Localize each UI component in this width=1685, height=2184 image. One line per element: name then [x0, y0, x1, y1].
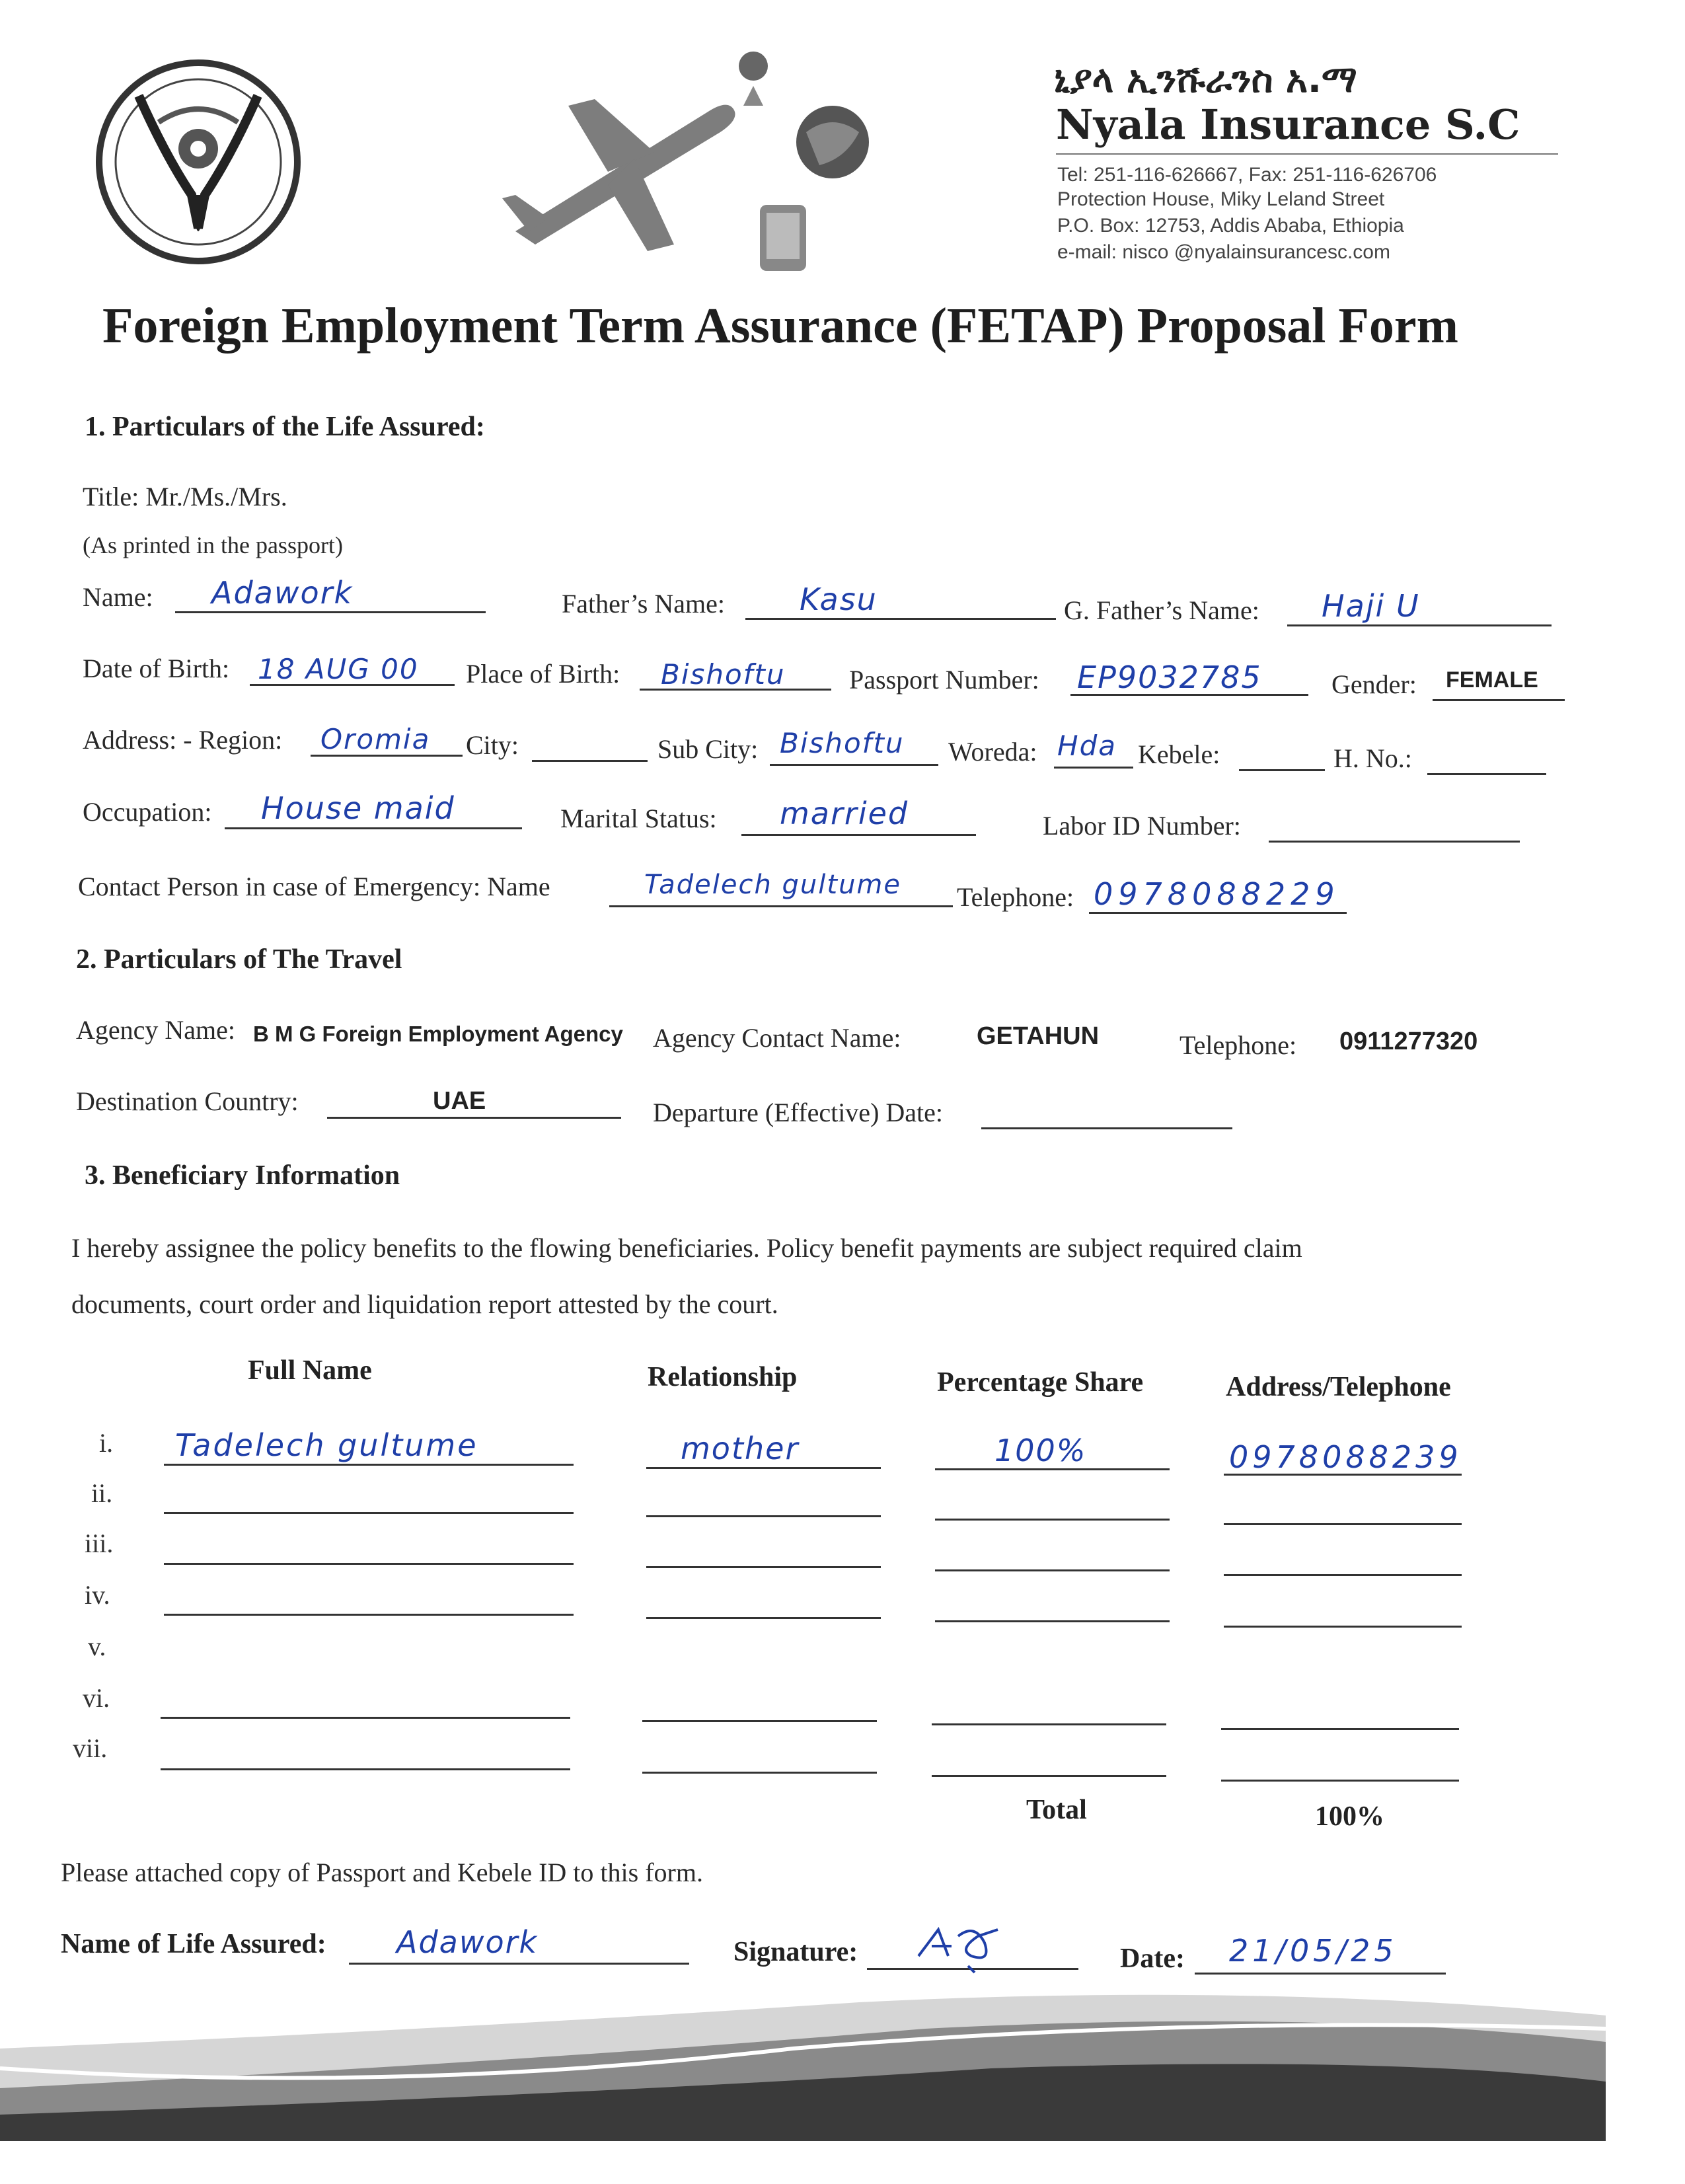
emergency-contact-label: Contact Person in case of Emergency: Name [78, 872, 550, 901]
date-value[interactable]: 21/05/25 [1229, 1933, 1398, 1969]
pob-value[interactable]: Bishoftu [661, 658, 786, 691]
emergency-contact-value[interactable]: Tadelech gultume [644, 870, 901, 900]
woreda-label: Woreda: [948, 737, 1037, 767]
emergency-tel-value[interactable]: 0978088229 [1094, 876, 1340, 912]
occupation-line [225, 827, 522, 829]
row-name-line [164, 1614, 574, 1616]
father-name-line [745, 618, 1056, 620]
subcity-value[interactable]: Bishoftu [780, 727, 905, 759]
row-number: vi. [83, 1683, 110, 1713]
departure-label: Departure (Effective) Date: [653, 1098, 944, 1127]
col-address-telephone: Address/Telephone [1226, 1372, 1451, 1402]
row-share-value[interactable]: 100% [994, 1433, 1087, 1468]
marital-line [741, 834, 976, 836]
woreda-value[interactable]: Hda [1057, 730, 1117, 762]
title-note: (As printed in the passport) [83, 532, 343, 558]
row-relationship-line [642, 1772, 877, 1774]
gfather-name-value[interactable]: Haji U [1322, 588, 1420, 624]
subcity-line [770, 764, 938, 766]
row-name-line [161, 1768, 570, 1770]
row-address-line [1221, 1780, 1459, 1782]
row-relationship-line [646, 1566, 881, 1568]
date-label: Date: [1120, 1943, 1185, 1974]
row-relationship-line [642, 1720, 877, 1722]
name-line [175, 611, 486, 613]
row-share-line [932, 1723, 1166, 1725]
gender-value[interactable]: FEMALE [1446, 667, 1538, 693]
section1-heading: 1. Particulars of the Life Assured: [85, 412, 485, 442]
beneficiary-text-line2: documents, court order and liquidation report attested by the court. [71, 1289, 778, 1319]
agency-contact-label: Agency Contact Name: [653, 1023, 901, 1053]
row-address-line [1224, 1574, 1462, 1576]
father-name-label: Father’s Name: [562, 589, 725, 619]
gender-line [1433, 699, 1565, 701]
hno-label: H. No.: [1333, 743, 1412, 773]
life-assured-name-value[interactable]: Adawork [396, 1924, 539, 1960]
row-name-value[interactable]: Tadelech gultume [175, 1427, 478, 1463]
row-name-line [164, 1563, 574, 1565]
company-email: e-mail: nisco @nyalainsurancesc.com [1057, 241, 1390, 263]
woreda-line [1054, 767, 1133, 769]
dob-label: Date of Birth: [83, 654, 230, 683]
row-name-line [161, 1717, 570, 1719]
city-line [532, 760, 648, 762]
section3-heading: 3. Beneficiary Information [85, 1160, 400, 1191]
signature-label: Signature: [733, 1937, 858, 1967]
row-relationship-line [646, 1467, 881, 1469]
row-number: vii. [73, 1733, 108, 1763]
beneficiary-text-line1: I hereby assignee the policy benefits to the flowing beneficiaries. Policy benefit payments are subject required claim [71, 1233, 1302, 1263]
passport-label: Passport Number: [849, 665, 1039, 695]
row-number: i. [99, 1428, 114, 1458]
pob-label: Place of Birth: [466, 659, 620, 689]
name-label: Name: [83, 582, 153, 612]
city-label: City: [466, 730, 519, 760]
agency-tel-label: Telephone: [1180, 1030, 1297, 1060]
labor-id-line [1269, 841, 1520, 843]
emergency-contact-line [609, 905, 953, 907]
row-share-line [932, 1775, 1166, 1777]
signature-mark[interactable] [912, 1916, 1024, 1976]
subcity-label: Sub City: [657, 734, 759, 764]
region-label: Address: - Region: [83, 725, 283, 755]
labor-id-label: Labor ID Number: [1043, 811, 1241, 841]
row-address-value[interactable]: 0978088239 [1229, 1439, 1462, 1475]
row-number: iii. [85, 1528, 114, 1558]
row-name-line [164, 1464, 574, 1466]
title-label: Title: Mr./Ms./Mrs. [83, 482, 287, 511]
header-divider [1056, 153, 1558, 155]
gfather-name-line [1287, 624, 1552, 626]
gender-label: Gender: [1331, 669, 1417, 699]
date-line [1195, 1973, 1446, 1975]
attach-note: Please attached copy of Passport and Kebele ID to this form. [61, 1858, 703, 1887]
marital-label: Marital Status: [560, 804, 717, 833]
col-full-name: Full Name [248, 1355, 372, 1386]
father-name-value[interactable]: Kasu [800, 582, 878, 617]
total-label: Total [1026, 1795, 1087, 1825]
section2-heading: 2. Particulars of The Travel [76, 944, 402, 975]
col-percentage-share: Percentage Share [937, 1367, 1144, 1398]
agency-contact-value[interactable]: GETAHUN [977, 1022, 1100, 1050]
company-amharic-name: ኒያላ ኢንሹራንስ አ.ማ [1054, 58, 1357, 101]
row-share-line [935, 1620, 1170, 1622]
company-pobox: P.O. Box: 12753, Addis Ababa, Ethiopia [1057, 215, 1404, 237]
destination-value[interactable]: UAE [433, 1087, 486, 1115]
row-share-line [935, 1468, 1170, 1470]
life-assured-name-line [349, 1963, 689, 1965]
row-relationship-line [646, 1515, 881, 1517]
departure-line [981, 1127, 1232, 1129]
col-relationship: Relationship [648, 1362, 798, 1392]
row-address-line [1224, 1523, 1462, 1525]
emergency-tel-label: Telephone: [957, 882, 1074, 912]
agency-tel-value[interactable]: 0911277320 [1339, 1028, 1478, 1055]
occupation-value[interactable]: House maid [261, 790, 455, 826]
passport-value[interactable]: EP9032785 [1077, 659, 1262, 695]
occupation-label: Occupation: [83, 797, 212, 827]
region-value[interactable]: Oromia [320, 723, 431, 755]
emergency-tel-line [1089, 912, 1347, 914]
agency-name-label: Agency Name: [76, 1015, 236, 1045]
total-value: 100% [1315, 1801, 1384, 1832]
company-logo [93, 56, 304, 268]
destination-line [327, 1117, 621, 1119]
travel-illustration [489, 33, 885, 284]
hno-line [1427, 773, 1546, 775]
row-number: ii. [91, 1478, 113, 1508]
row-relationship-value[interactable]: mother [681, 1431, 800, 1466]
destination-label: Destination Country: [76, 1086, 299, 1116]
gfather-name-label: G. Father’s Name: [1064, 595, 1259, 625]
name-value[interactable]: Adawork [211, 575, 354, 611]
kebele-label: Kebele: [1138, 739, 1220, 769]
company-name: Nyala Insurance S.C [1056, 100, 1520, 149]
life-assured-name-label: Name of Life Assured: [61, 1929, 326, 1959]
form-title: Foreign Employment Term Assurance (FETAP) Proposal Form [102, 298, 1458, 354]
marital-value[interactable]: married [780, 796, 909, 831]
agency-name-value[interactable]: B M G Foreign Employment Agency [253, 1022, 623, 1046]
row-address-line [1221, 1728, 1459, 1730]
company-tel: Tel: 251-116-626667, Fax: 251-116-626706 [1057, 164, 1437, 186]
row-share-line [935, 1519, 1170, 1521]
row-share-line [935, 1569, 1170, 1571]
row-address-line [1224, 1626, 1462, 1628]
row-number: iv. [85, 1580, 110, 1610]
row-number: v. [88, 1632, 106, 1661]
company-address: Protection House, Miky Leland Street [1057, 188, 1385, 210]
row-relationship-line [646, 1617, 881, 1619]
dob-value[interactable]: 18 AUG 00 [258, 653, 419, 685]
kebele-line [1239, 769, 1325, 771]
footer-wave-band [0, 1989, 1685, 2181]
row-name-line [164, 1512, 574, 1514]
